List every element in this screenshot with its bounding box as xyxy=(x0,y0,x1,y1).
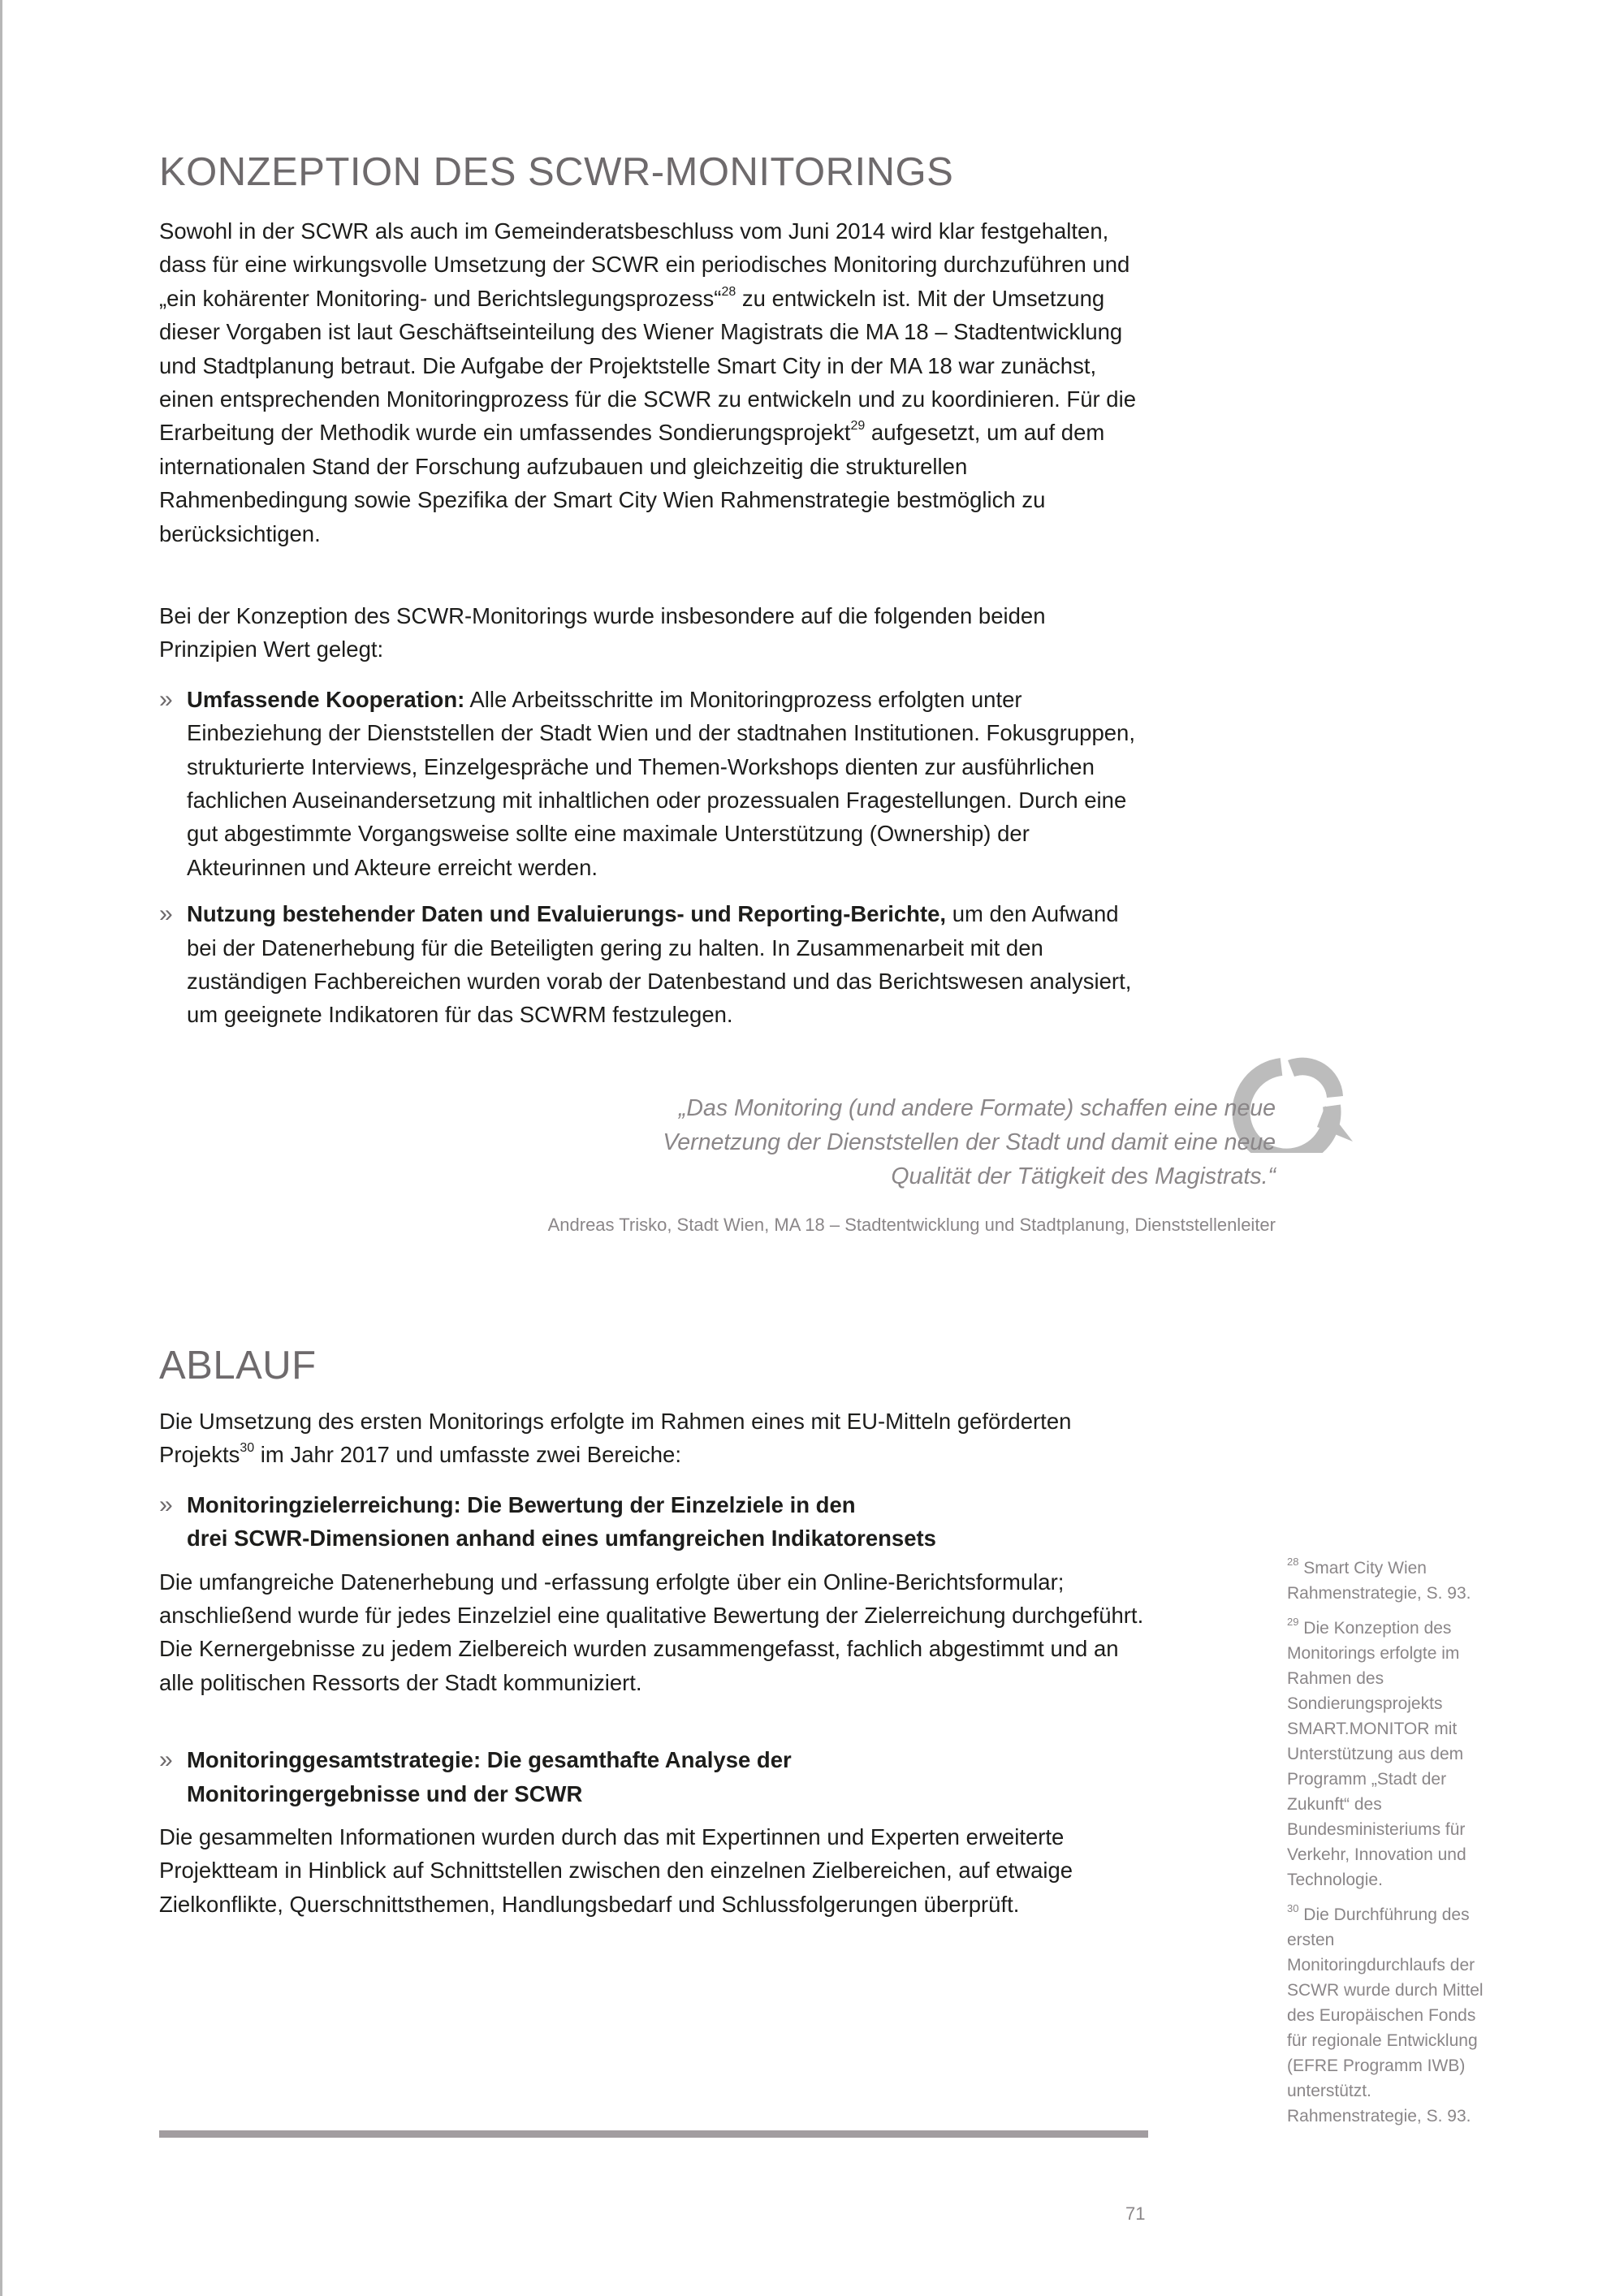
quote-attribution: Andreas Trisko, Stadt Wien, MA 18 – Stadtentwicklung und Stadtplanung, Dienststellenleiter xyxy=(547,1215,1276,1235)
bullet-marker: » xyxy=(159,685,173,713)
footnote: $^{28}$ Smart City Wien Rahmenstrategie, S. 93. xyxy=(1287,1556,1471,1603)
bullet-marker: » xyxy=(159,1491,173,1518)
page-number: 71 xyxy=(1125,2203,1146,2224)
footnote-ref[interactable]: 28 xyxy=(721,284,736,299)
paragraph: Bei der Konzeption des SCWR-Monitorings wurde insbesondere auf die folgenden beiden Prinzipien Wert gelegt: xyxy=(159,603,1046,662)
page-edge xyxy=(0,0,2,2296)
section-konzeption-principles xyxy=(159,599,1146,1032)
subheading-monitoringgesamtstrategie: » Monitoringgesamtstrategie: Die gesamthafte Analyse der Monitoringergebnisse und der SCWR xyxy=(159,1743,1146,1810)
pull-quote xyxy=(568,1091,1276,1193)
paragraph: Sowohl in der SCWR als auch im Gemeinderatsbeschluss vom Juni 2014 wird klar festgehalten, dass für eine wirkungsvolle Umsetzung der SCWR ein periodisches Monitoring durchzuführen und „ein kohärenter Monitoring- und Berichtslegungsprozess“$^{28}$ zu entwickeln ist. Mit der Umsetzung dieser Vorgaben ist laut Geschäftseinteilung des Wiener Magistrats die MA 18 – Stadtentwicklung und Stadtplanung betraut. Die Aufgabe der Projektstelle Smart City in der MA 18 war zunächst, einen entsprechenden Monitoringprozess für die SCWR zu entwickeln und zu koordinieren. Für die Erarbeitung der Methodik wurde ein umfassendes Sondierungsprojekt$^{29}$ aufgesetzt, um auf dem internationalen Stand der Forschung aufzubauen und gleichzeitig die strukturellen Rahmenbedingung sowie Spezifika der Smart City Wien Rahmenstrategie bestmöglich zu berücksichtigen. xyxy=(159,218,1137,546)
quote-line: Qualität der Tätigkeit des Magistrats.“ xyxy=(891,1163,1276,1189)
bullet-marker: » xyxy=(159,900,173,928)
subheading-monitoringzielerreichung: » Monitoringzielerreichung: Die Bewertung der Einzelziele in den drei SCWR-Dimensionen anhand eines umfangreichen Indikatorensets xyxy=(159,1488,1146,1556)
paragraph: Die umfangreiche Datenerhebung und -erfassung erfolgte über ein Online-Berichtsformular; anschließend wurde für jedes Einzelziel eine qualitative Bewertung der Zielerreichung durchgeführt. Die Kernergebnisse zu jedem Zielbereich wurden zusammengefasst, fachlich abgestimmt und an alle politischen Ressorts der Stadt kommuniziert. xyxy=(159,1569,1144,1695)
paragraph: Die gesammelten Informationen wurden durch das mit Expertinnen und Experten erweiterte Projektteam in Hinblick auf Schnittstellen zwischen den einzelnen Zielbereichen, auf etwaige Zielkonflikte, Querschnittsthemen, Handlungsbedarf und Schlussfolgerungen überprüft. xyxy=(159,1824,1073,1917)
footnote: $^{30}$ Die Durchführung des ersten Monitoringdurchlaufs der SCWR wurde durch Mittel des Europäischen Fonds für regionale Entwicklung (EFRE Programm IWB) unterstützt. Rahmenstrategie, S. 93. xyxy=(1287,1902,1484,2126)
section-ablauf-body xyxy=(159,1405,1146,1921)
quote-line: „Das Monitoring (und andere Formate) schaffen eine neue xyxy=(678,1095,1276,1121)
bottom-rule xyxy=(159,2130,1148,2138)
paragraph: Die Umsetzung des ersten Monitorings erfolgte im Rahmen eines mit EU-Mitteln geförderten Projekts$^{30}$ im Jahr 2017 und umfasste zwei Bereiche: xyxy=(159,1409,1072,1468)
footnotes-sidebar xyxy=(1287,1556,1490,2138)
list-item: » Nutzung bestehender Daten und Evaluierungs- und Reporting-Berichte, um den Aufwand bei der Datenerhebung für die Beteiligten gering zu halten. In Zusammenarbeit mit den zuständigen Fachbereichen wurden vorab der Datenbestand und das Berichtswesen analysiert, um geeignete Indikatoren für das SCWRM festzulegen. xyxy=(159,897,1146,1032)
footnote-ref[interactable]: 30 xyxy=(240,1441,255,1456)
section-title-konzeption: KONZEPTION DES SCWR-MONITORINGS xyxy=(159,150,954,194)
section-title-ablauf: ABLAUF xyxy=(159,1344,317,1388)
list-item: » Umfassende Kooperation: Alle Arbeitsschritte im Monitoringprozess erfolgten unter Einbeziehung der Dienststellen der Stadt Wien und der stadtnahen Institutionen. Fokusgruppen, strukturierte Interviews, Einzelgespräche und Themen-Workshops dienten zur ausführlichen fachlichen Auseinandersetzung mit inhaltlichen oder prozessualen Fragestellungen. Durch eine gut abgestimmte Vorgangsweise sollte eine maximale Unterstützung (Ownership) der Akteurinnen und Akteure erreicht werden. xyxy=(159,683,1146,884)
quote-line: Vernetzung der Dienststellen der Stadt und damit eine neue xyxy=(663,1129,1276,1155)
footnote: $^{29}$ Die Konzeption des Monitorings erfolgte im Rahmen des Sondierungsprojekts SMART.MONITOR mit Unterstützung aus dem Programm „Stadt der Zukunft“ des Bundesministeriums für Verkehr, Innovation und Technologie. xyxy=(1287,1616,1466,1889)
bullet-marker: » xyxy=(159,1746,173,1774)
section-konzeption-body xyxy=(159,214,1146,550)
footnote-ref[interactable]: 29 xyxy=(850,419,866,434)
